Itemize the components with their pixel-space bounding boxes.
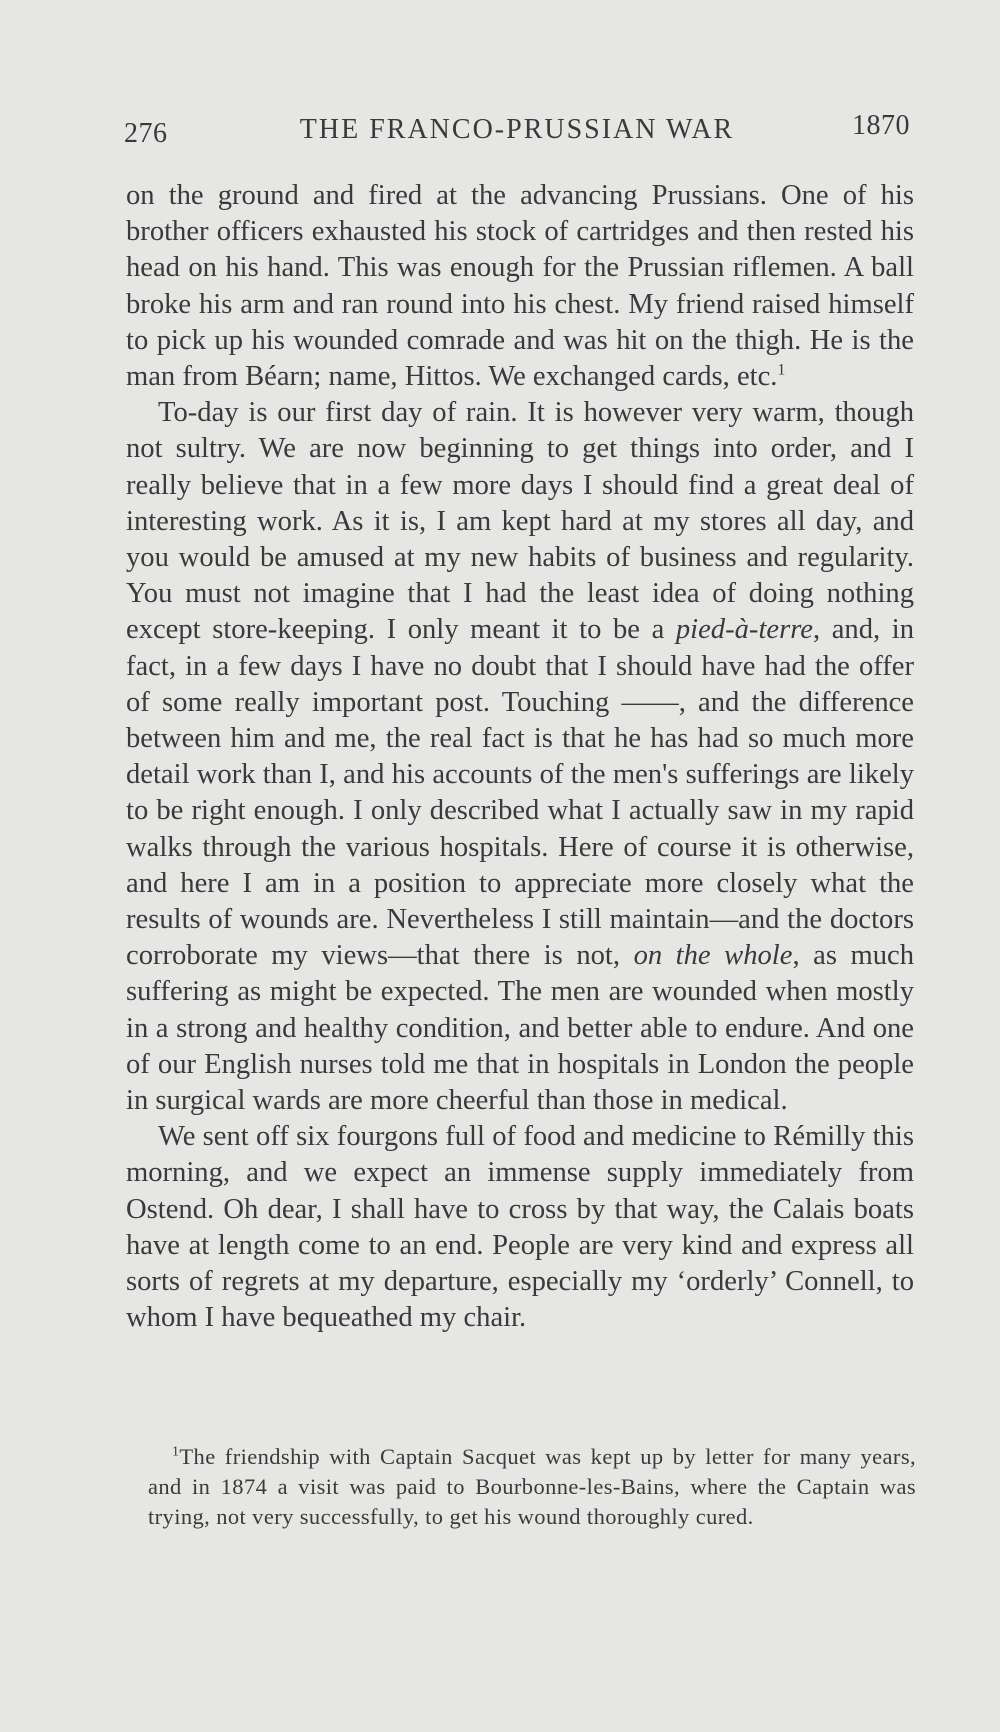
- paragraph-2-text-c: , as much suffering as might be expected. The men are wounded when mostly in a strong and healthy condition, and better able to endure. And one of our English nurses told me that in hospitals in London the people in surgical wards are more cheerful than those in medical.: [126, 940, 914, 1117]
- footnote-reference: 1: [777, 361, 786, 379]
- running-title: THE FRANCO-PRUSSIAN WAR: [299, 114, 735, 145]
- italic-on-the-whole: on the whole: [633, 940, 793, 972]
- body-text: [126, 178, 914, 1337]
- footnote-text: The friendship with Captain Sacquet was kept up by letter for many years, and in 1874 a visit was paid to Bourbonne-les-Bains, where the Captain was trying, not very successfully, to get his wound thoroughly cured.: [148, 1444, 916, 1529]
- running-year: 1870: [852, 110, 910, 141]
- paragraph-2: [126, 395, 914, 1119]
- running-head: [124, 110, 910, 150]
- paragraph-1: [126, 178, 914, 395]
- paragraph-2-text-b: , and, in fact, in a few days I have no doubt that I should have had the offer of some really important post. Touching ——, and the difference between him and me, the real fact is that he has had so much more detail work than I, and his accounts of the men's sufferings are likely to be right enough. I only described what I actually saw in my rapid walks through the various hospitals. Here of course it is otherwise, and here I am in a position to appreciate more closely what the results of wounds are. Nevertheless I still maintain—and the doctors corroborate my views—that there is not,: [126, 614, 915, 972]
- page-number: 276: [124, 118, 168, 149]
- paragraph-2-text-a: To-day is our first day of rain. It is however very warm, though not sultry. We are now beginning to get things into order, and I really believe that in a few more days I should find a great deal of interesting work. As it is, I am kept hard at my stores all day, and you would be amused at my new habits of business and regularity. You must not imagine that I had the least idea of doing nothing except store-keeping. I only meant it to be a: [126, 397, 914, 646]
- paragraph-3: We sent off six fourgons full of food and medicine to Rémilly this morning, and we expect an immense supply immediately from Ostend. Oh dear, I shall have to cross by that way, the Calais boats have at length come to an end. People are very kind and express all sorts of regrets at my departure, especially my ‘orderly’ Connell, to whom I have bequeathed my chair.: [126, 1121, 914, 1334]
- italic-pied-a-terre: pied-à-terre: [675, 614, 813, 646]
- footnote: [148, 1442, 916, 1532]
- paragraph-1-text: on the ground and fired at the advancing Prussians. One of his brother officers exhausted his stock of cartridges and then rested his head on his hand. This was enough for the Prussian riflemen. A ball broke his arm and ran round into his chest. My friend raised himself to pick up his wounded comrade and was hit on the thigh. He is the man from Béarn; name, Hittos. We exchanged cards, etc.: [126, 180, 914, 393]
- footnote-marker: 1: [172, 1444, 180, 1460]
